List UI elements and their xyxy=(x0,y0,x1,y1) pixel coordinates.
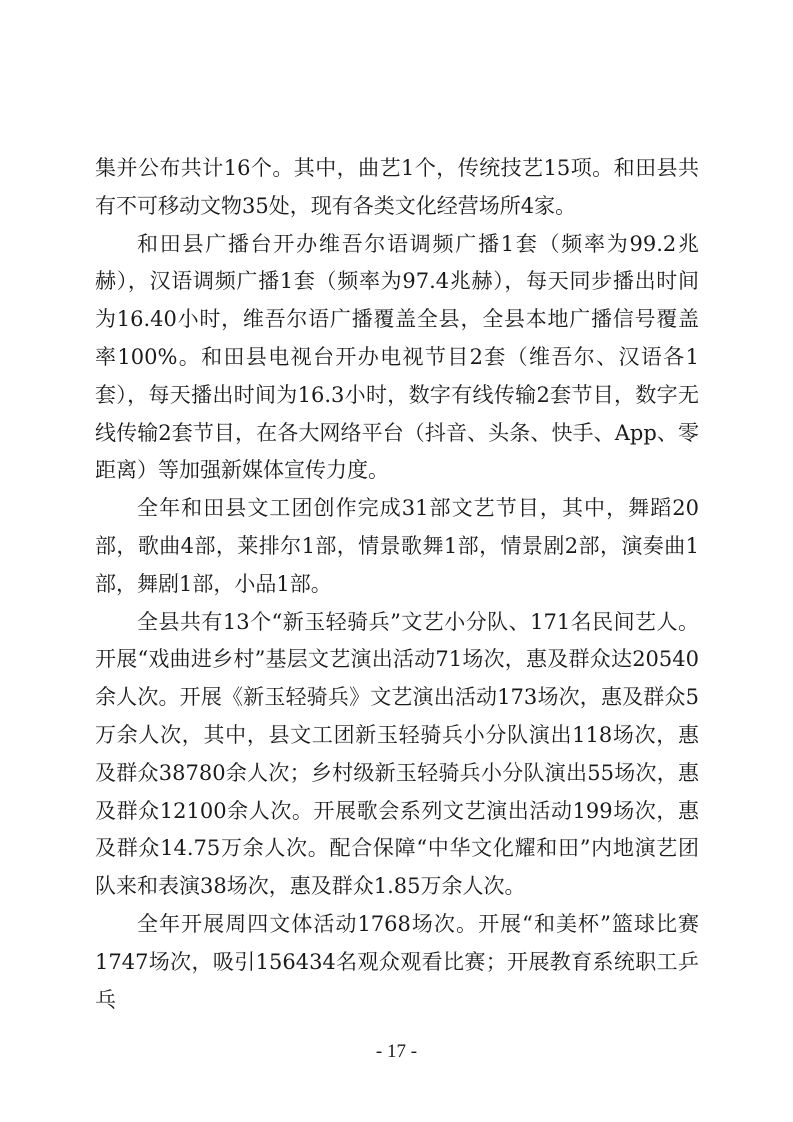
paragraph-4: 全县共有13个“新玉轻骑兵”文艺小分队、171名民间艺人。开展“戏曲进乡村”基层文艺演出活动71场次，惠及群众达20540余人次。开展《新玉轻骑兵》文艺演出活动173场次，惠及群众5万余人次，其中，县文工团新玉轻骑兵小分队演出118场次，惠及群众38780余人次；乡村级新玉轻骑兵小分队演出55场次，惠及群众12100余人次。开展歌会系列文艺演出活动199场次，惠及群众14.75万余人次。配合保障“中华文化耀和田”内地演艺团队来和表演38场次，惠及群众1.85万余人次。 xyxy=(95,609,699,899)
paragraph-2: 和田县广播台开办维吾尔语调频广播1套（频率为99.2兆赫），汉语调频广播1套（频率为97.4兆赫），每天同步播出时间为16.40小时，维吾尔语广播覆盖全县，全县本地广播信号覆盖率100%。和田县电视台开办电视节目2套（维吾尔、汉语各1套），每天播出时间为16.3小时，数字有线传输2套节目，数字无线传输2套节目，在各大网络平台（抖音、头条、快手、App、零距离）等加强新媒体宣传力度。 xyxy=(95,231,699,483)
page-number: - 17 - xyxy=(375,1041,418,1062)
paragraph-3: 全年和田县文工团创作完成31部文艺节目，其中，舞蹈20部，歌曲4部，莱排尔1部，情景歌舞1部，情景剧2部，演奏曲1部，舞剧1部，小品1部。 xyxy=(95,496,699,596)
paragraph-5: 全年开展周四文体活动1768场次。开展“和美杯”篮球比赛1747场次，吸引156434名观众观看比赛；开展教育系统职工乒乓 xyxy=(95,911,699,1012)
paragraph-1: 集并公布共计16个。其中，曲艺1个，传统技艺15项。和田县共有不可移动文物35处，现有各类文化经营场所4家。 xyxy=(95,156,699,218)
body-text xyxy=(95,150,699,1019)
